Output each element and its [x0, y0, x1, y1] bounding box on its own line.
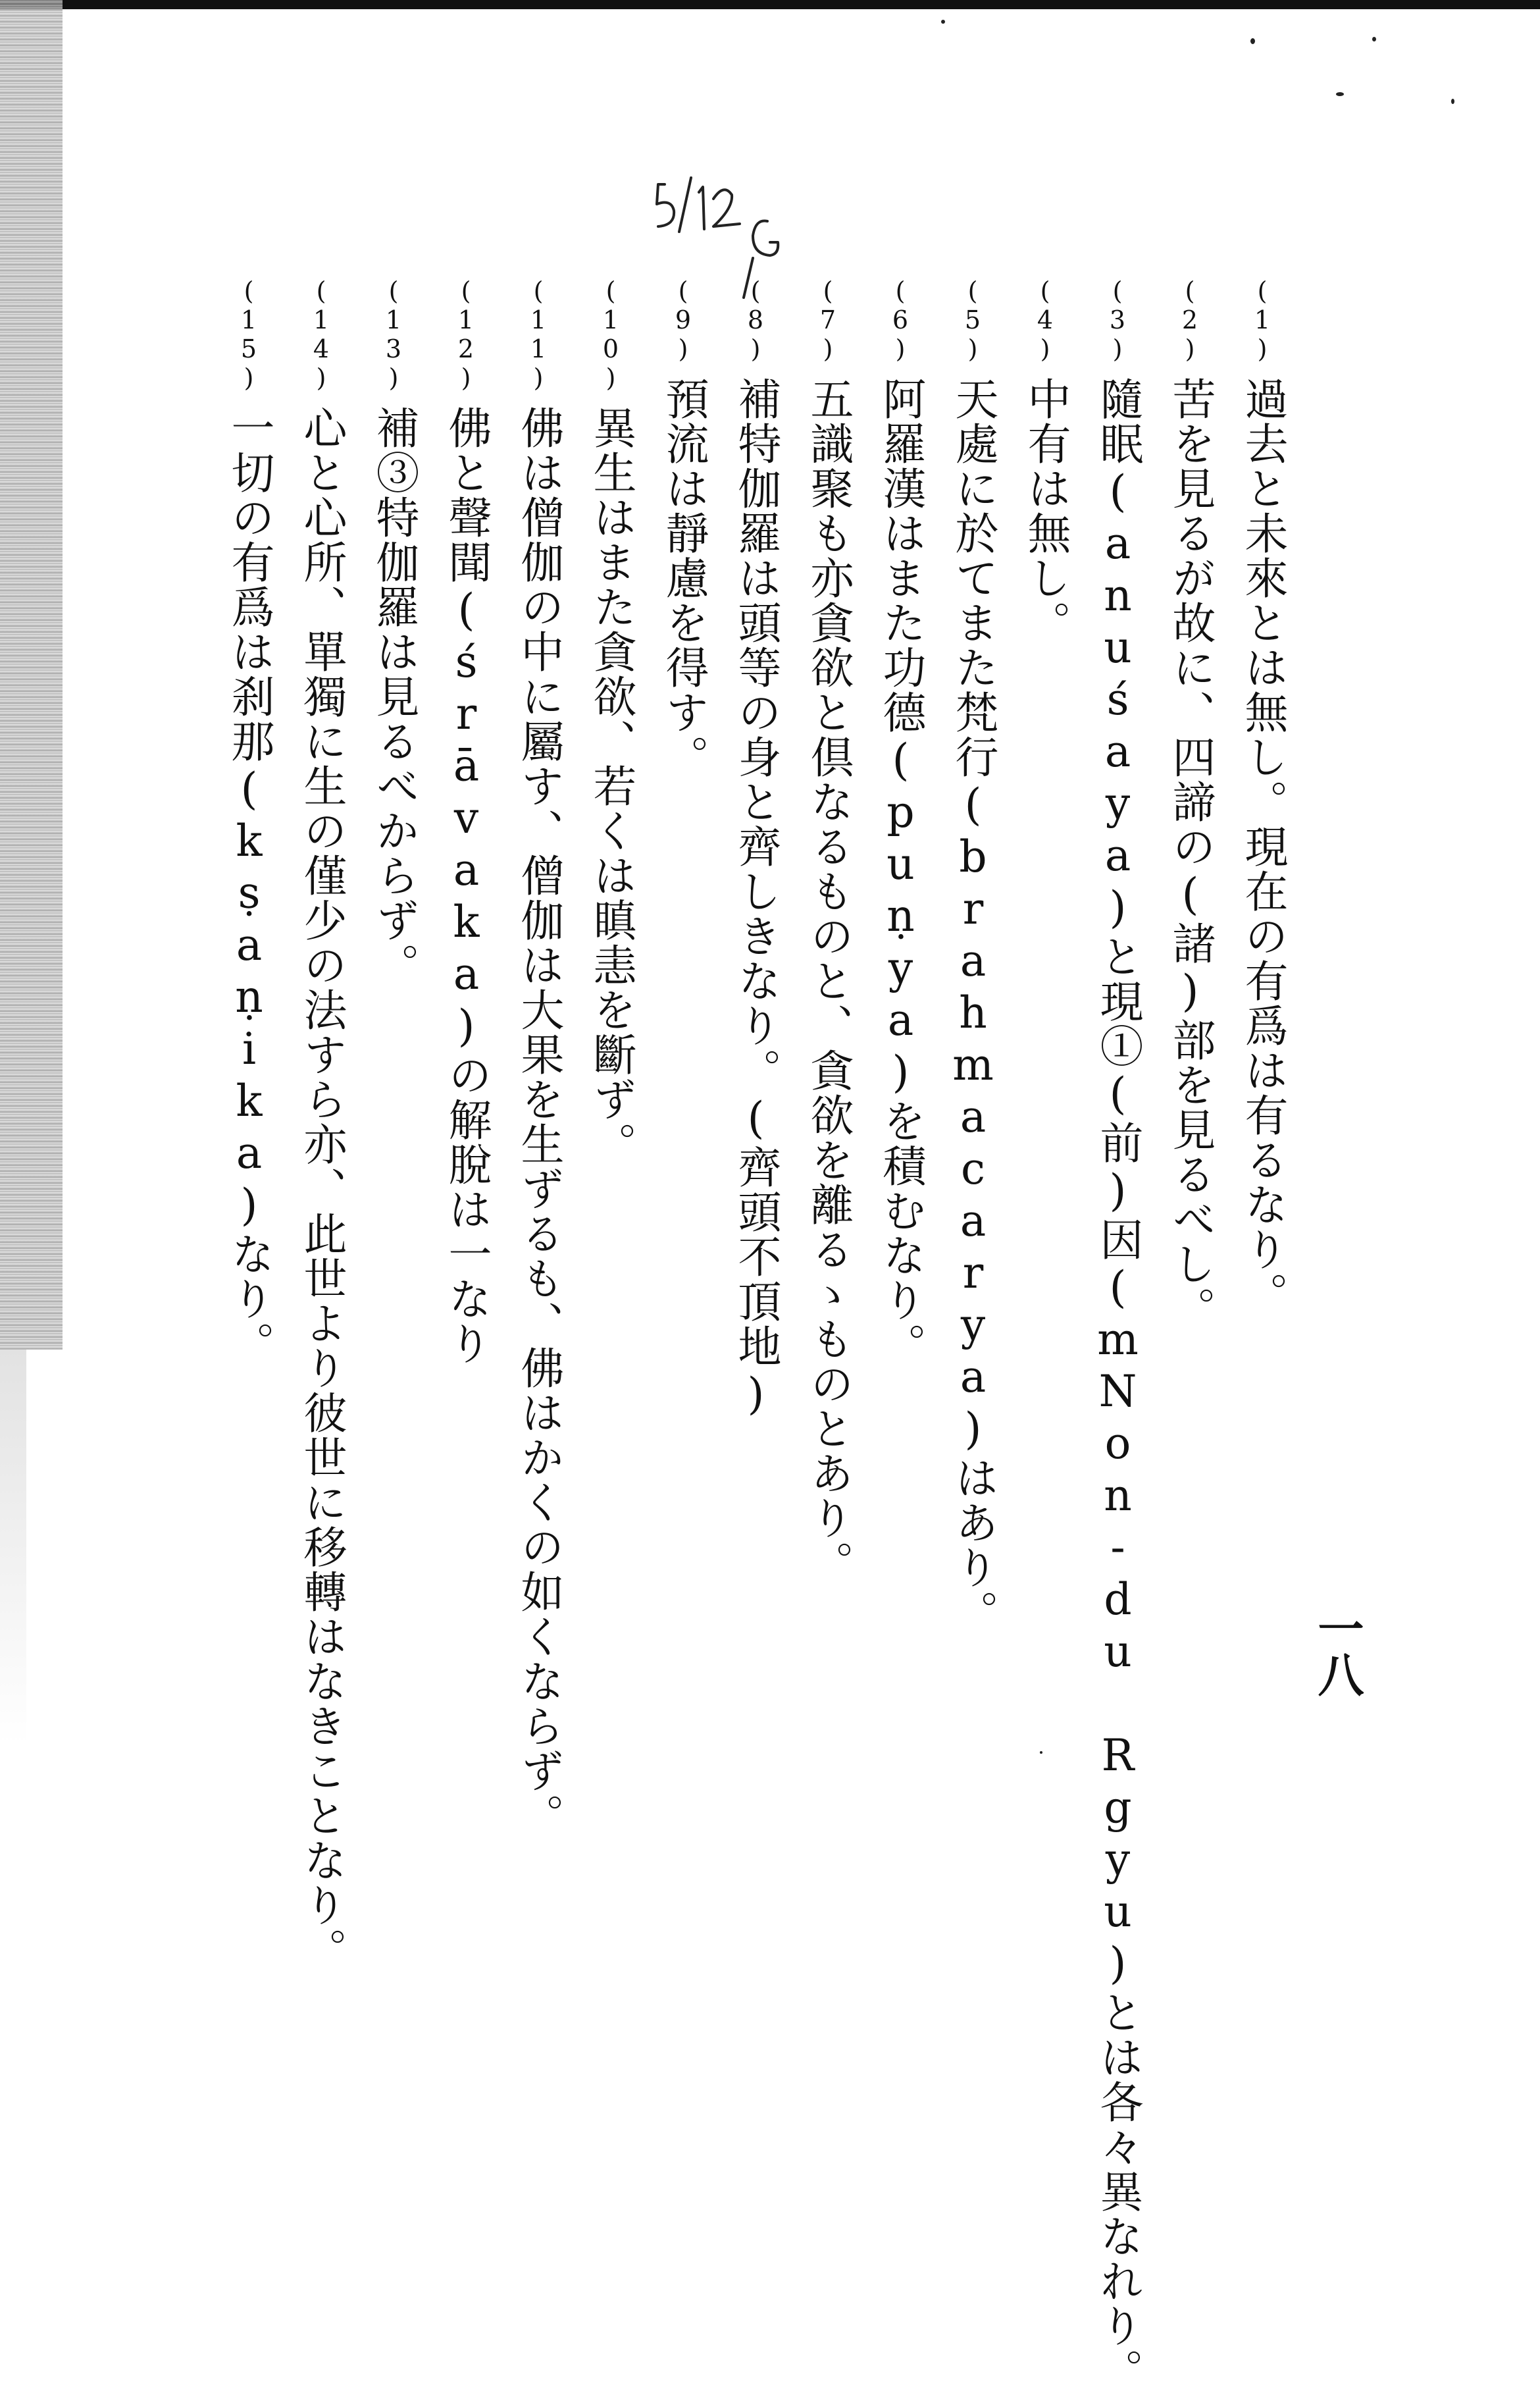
line-number: (11): [524, 276, 553, 392]
text-line-2: [1160, 276, 1220, 1659]
line-text: 預流は靜慮を得す。: [658, 377, 709, 779]
scan-speck: [1336, 92, 1344, 96]
text-line-13: [363, 276, 424, 1659]
line-text: 佛と聲聞(śrāvaka)の解脫は一なり: [441, 406, 492, 1366]
line-text: 天處に於てまた梵行(brahmacarya)はあり。: [948, 377, 998, 1635]
line-number: (1): [1248, 276, 1277, 363]
line-text: 補特伽羅は頭等の身と齊しきなり。(齊頭不頂地): [731, 377, 781, 1421]
line-text: 佛は僧伽の中に屬す、僧伽は大果を生ずるも、佛はかくの如くならず。: [513, 406, 564, 1838]
line-text: 中有は無し。: [1020, 377, 1071, 645]
line-number: (15): [234, 276, 263, 392]
text-line-1: [1232, 276, 1293, 1659]
text-line-4: [1015, 276, 1075, 1659]
page-number: 一八: [1310, 1605, 1365, 1697]
scan-speck: [1451, 99, 1454, 104]
scan-speck: [1250, 38, 1255, 44]
line-text: 苦を見るが故に、四諦の(諸)部を見るべし。: [1165, 377, 1216, 1331]
line-text: 異生はまた貪欲、若くは瞋恚を斷ず。: [586, 406, 636, 1167]
line-number: (6): [886, 276, 915, 363]
line-number: (8): [741, 276, 770, 363]
text-line-10: [580, 276, 641, 1659]
line-text: 心と心所、單獨に生の僅少の法すら亦、此世より彼世に移轉はなきことなり。: [296, 406, 347, 1972]
text-line-3: [1087, 276, 1148, 2393]
text-line-6: [870, 276, 931, 1659]
line-number: (12): [451, 276, 480, 392]
scan-speck: [941, 20, 945, 24]
line-text: 過去と未來とは無し。現在の有爲は有るなり。: [1237, 377, 1288, 1317]
text-line-15: [218, 276, 279, 1659]
line-number: (7): [813, 276, 842, 363]
text-line-14: [291, 276, 351, 1972]
line-text: 五識聚も亦貪欲と倶なるものと、貪欲を離るゝものとあり。: [803, 377, 854, 1585]
text-line-9: [653, 276, 713, 1659]
text-line-11: [508, 276, 569, 1838]
line-text: 阿羅漢はまた功德(puṇya)を積むなり。: [875, 377, 926, 1367]
line-text: 隨眠(anuśaya)と現①(前)因(mNon-du Rgyu)とは各々異なれり。: [1092, 377, 1143, 2393]
scan-speck: [1372, 37, 1376, 41]
line-text: 補③特伽羅は見るべからず。: [369, 406, 419, 987]
scan-left-edge-fade: [0, 1350, 26, 1745]
line-text: 一切の有爲は刹那(kṣaṇika)なり。: [224, 406, 274, 1366]
text-line-5: [942, 276, 1003, 1659]
line-number: (9): [669, 276, 698, 363]
top-scan-rule: [0, 0, 1540, 9]
line-number: (14): [307, 276, 336, 392]
text-line-7: [798, 276, 858, 1659]
line-number: (10): [596, 276, 625, 392]
scan-speck: [1040, 1751, 1042, 1754]
line-number: (3): [1103, 276, 1132, 363]
line-number: (4): [1031, 276, 1060, 363]
line-number: (13): [379, 276, 408, 392]
line-number: (5): [958, 276, 987, 363]
text-line-8: [725, 276, 786, 1659]
line-number: (2): [1175, 276, 1204, 363]
scan-left-edge-shadow: [0, 0, 63, 1350]
text-line-12: [436, 276, 496, 1659]
